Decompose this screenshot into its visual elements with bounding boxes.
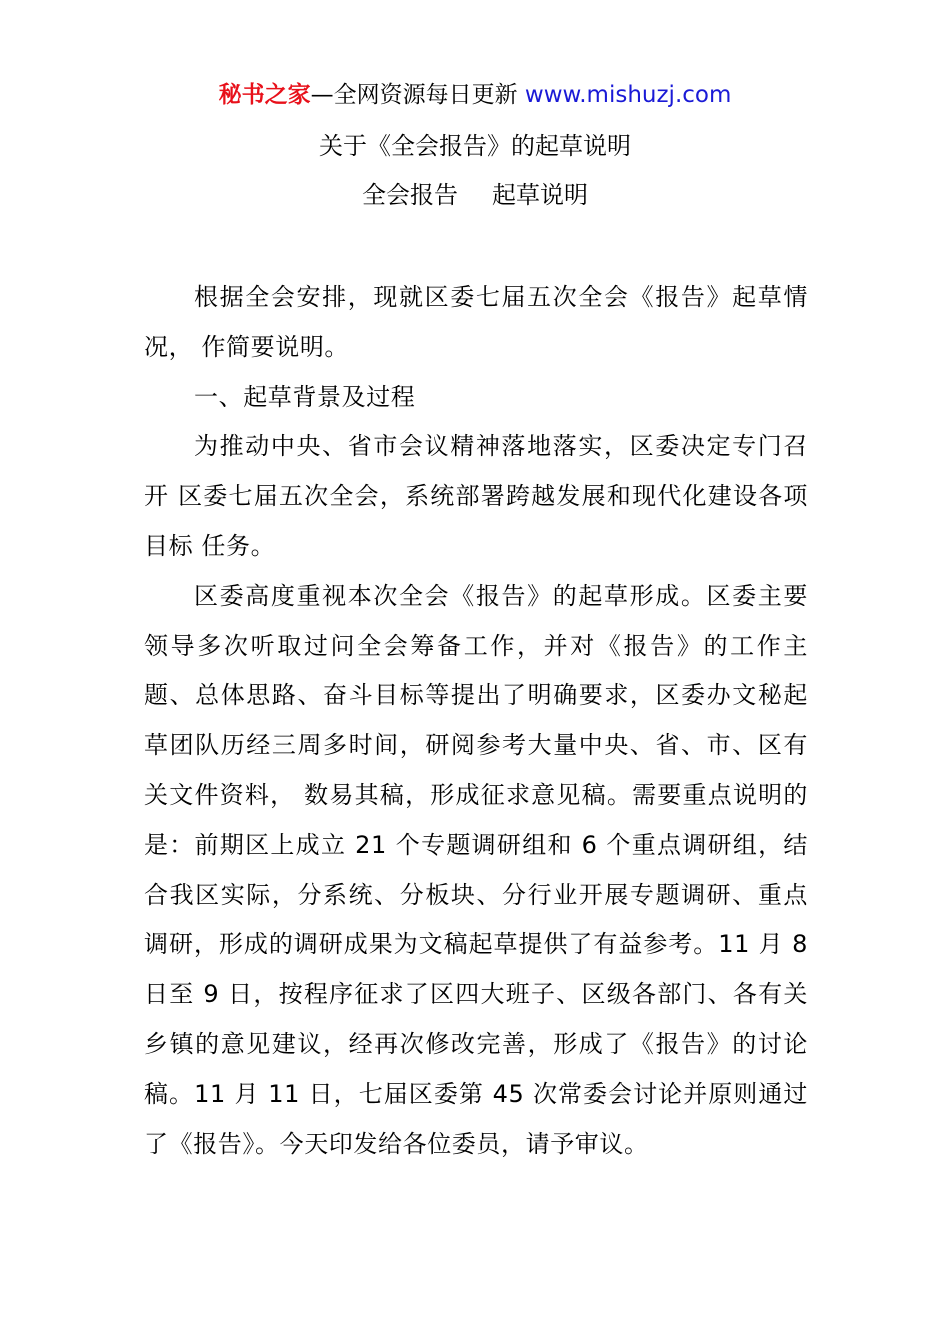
brand-url-link[interactable]: www.mishuzj.com bbox=[524, 82, 732, 108]
brand-tagline: —全网资源每日更新 bbox=[310, 82, 525, 108]
document-body bbox=[144, 273, 808, 1169]
body-paragraph: 为推动中央、省市会议精神落地落实，区委决定专门召开 区委七届五次全会，系统部署跨越发展和现代化建设各项目标 任务。 bbox=[144, 432, 808, 560]
keyword-item: 起草说明 bbox=[492, 181, 588, 209]
body-paragraph: 区委高度重视本次全会《报告》的起草形成。区委主要领导多次听取过问全会筹备工作，并对《报告》的工作主题、总体思路、奋斗目标等提出了明确要求，区委办文秘起草团队历经三周多时间，研阅参考大量中央、省、市、区有关文件资料， 数易其稿，形成征求意见稿。需要重点说明的是：前期区上成立 21 个专题调研组和 6 个重点调研组，结合我区实际，分系统、分板块、分行业开展专题调研、重点调研，形成的调研成果为文稿起草提供了有益参考。11 月 8 日至 9 日，按程序征求了区四大班子、区级各部门、各有关乡镇的意见建议，经再次修改完善，形成了《报告》的讨论稿。11 月 11 日，七届区委第 45 次常委会讨论并原则通过了《报告》。今天印发给各位委员，请予审议。 bbox=[144, 581, 808, 1158]
brand-name: 秘书之家 bbox=[218, 82, 311, 108]
document-keywords bbox=[0, 177, 950, 213]
section-heading: 一、起草背景及过程 bbox=[194, 382, 416, 411]
site-header bbox=[0, 78, 950, 112]
document-title: 关于《全会报告》的起草说明 bbox=[319, 132, 631, 160]
intro-paragraph: 根据全会安排，现就区委七届五次全会《报告》起草情况， 作简要说明。 bbox=[144, 283, 808, 361]
keyword-item: 全会报告 bbox=[362, 181, 458, 209]
